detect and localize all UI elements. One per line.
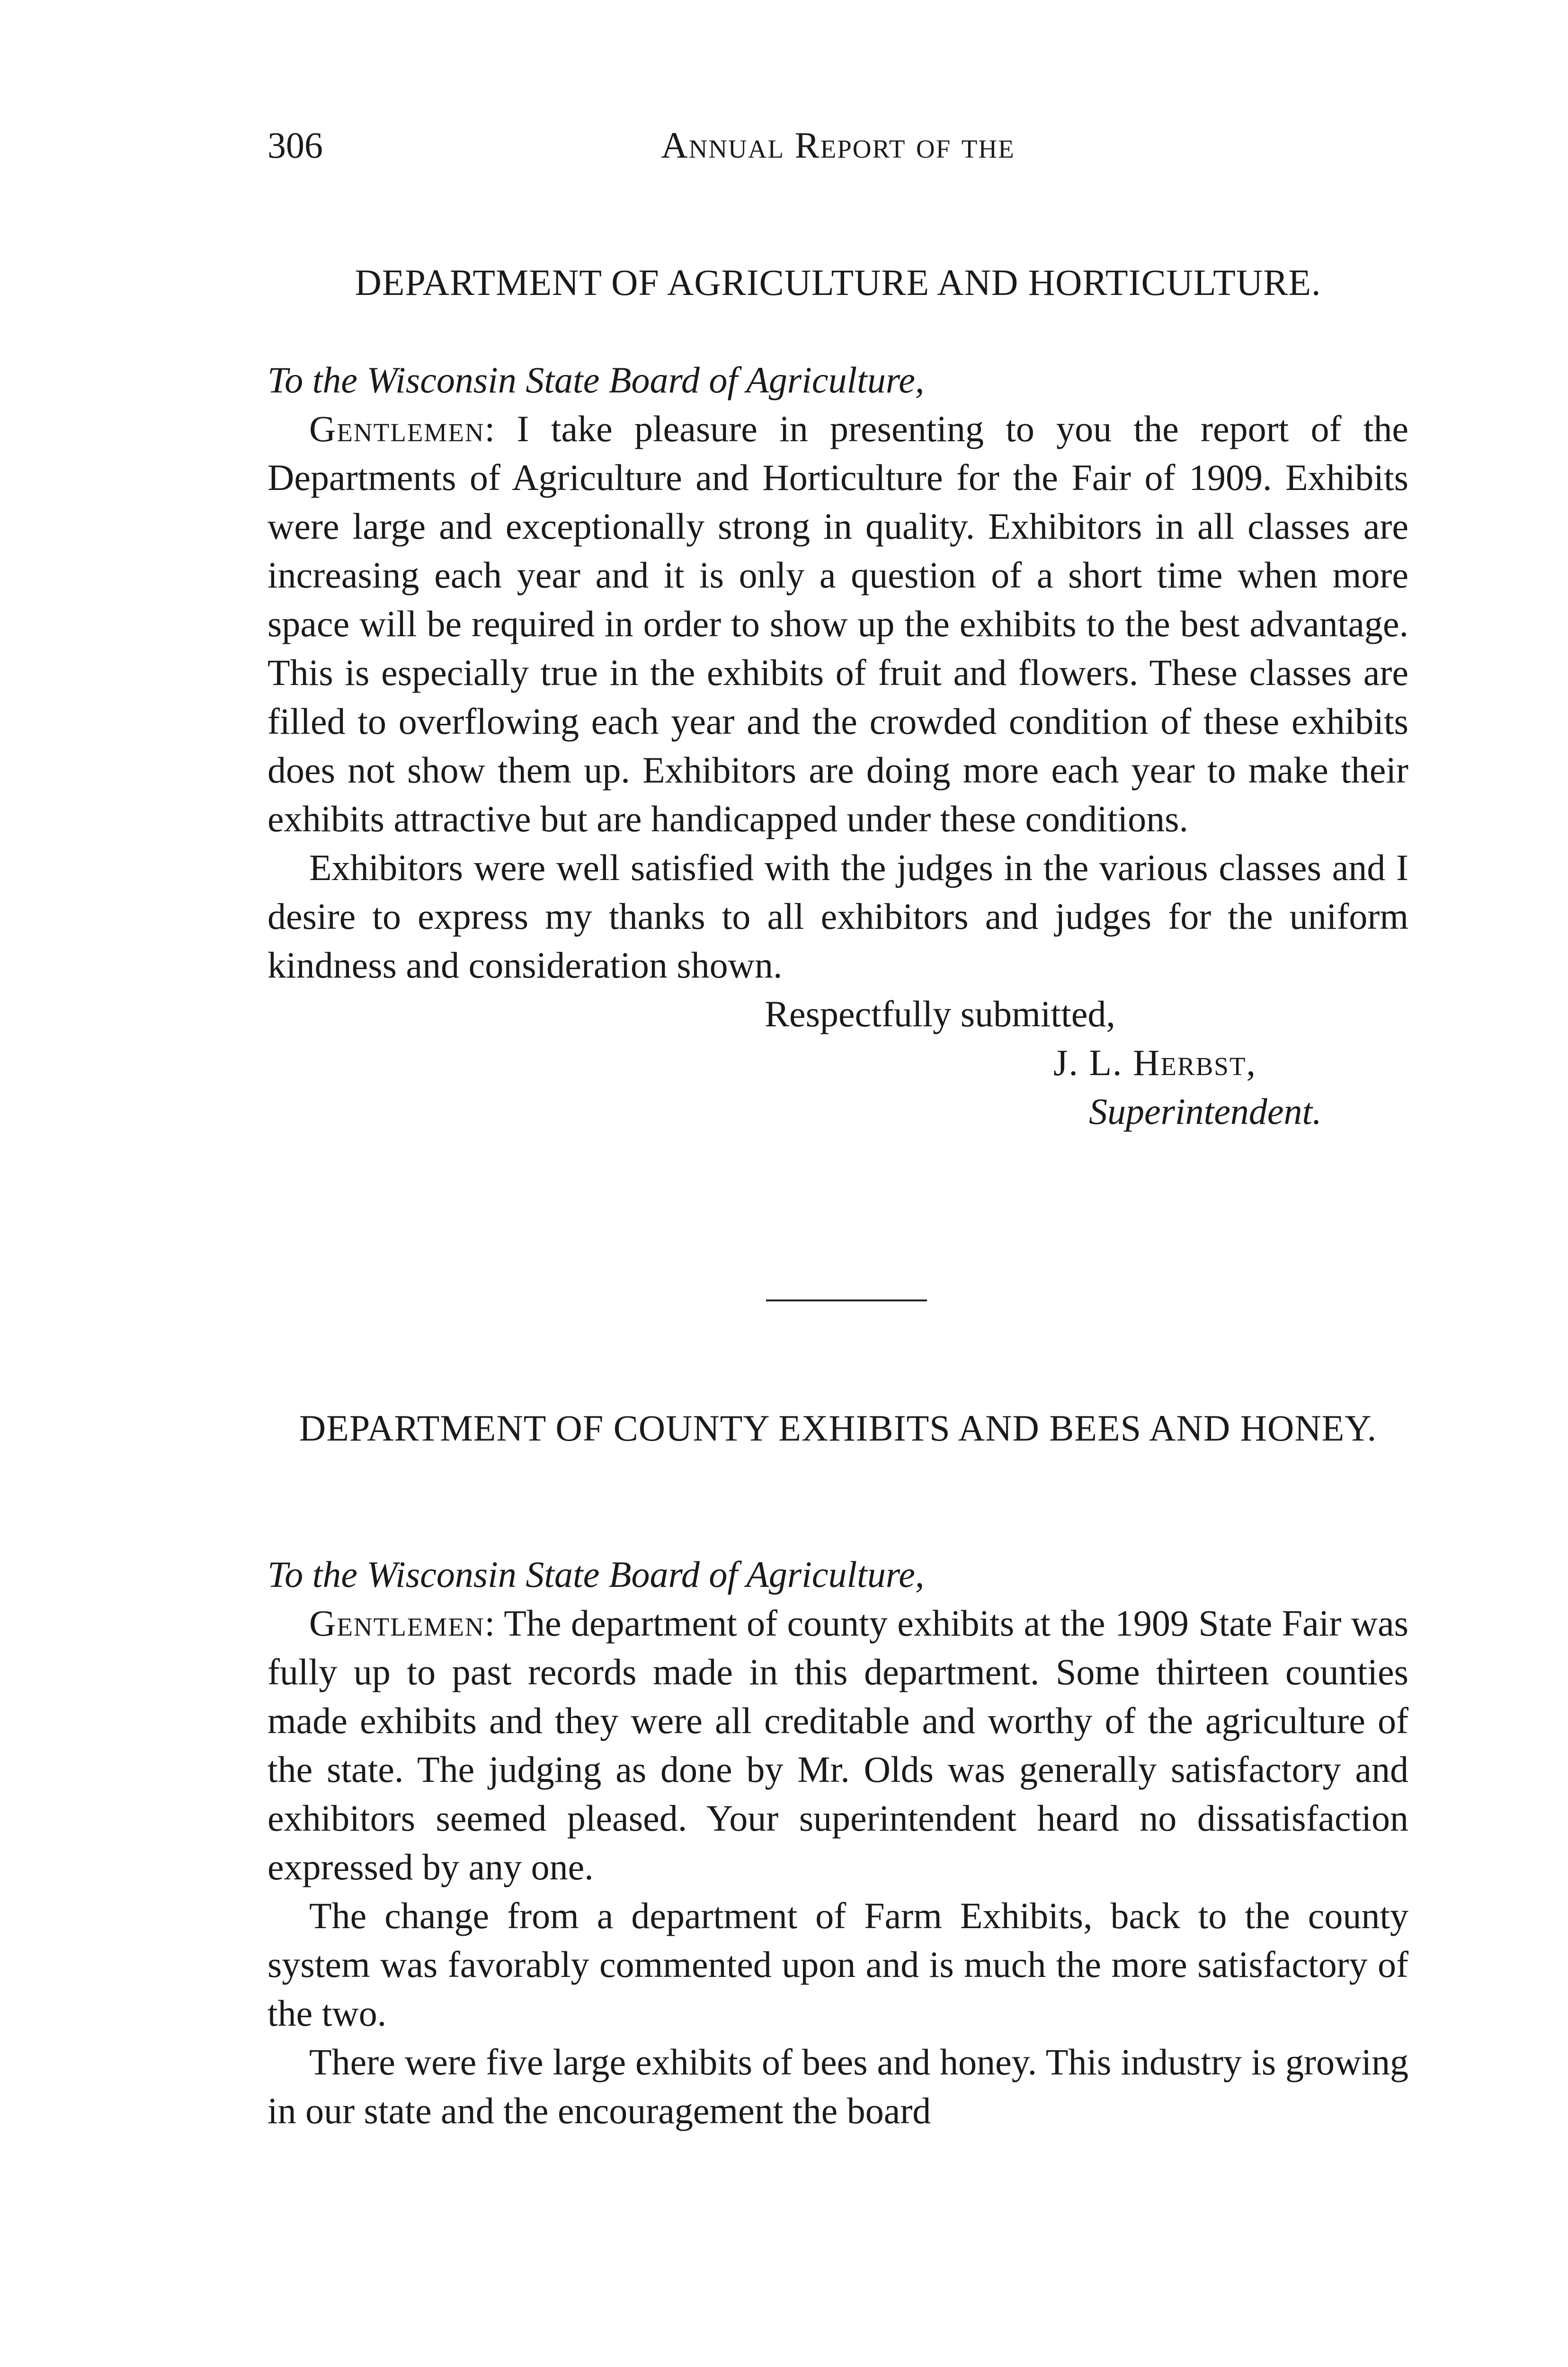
section-divider xyxy=(766,1299,927,1301)
section-heading: DEPARTMENT OF AGRICULTURE AND HORTICULTURE. xyxy=(355,262,1321,303)
body-paragraph: The change from a department of Farm Exhibits, back to the county system was favorably commented upon and is much the more satisfactory of the two. xyxy=(267,1895,1408,2034)
body-paragraph: There were five large exhibits of bees and honey. This industry is growing in our state and the encouragement the board xyxy=(267,2041,1408,2131)
body-paragraph xyxy=(267,404,1408,843)
running-head xyxy=(267,119,1408,171)
section-county-exhibits-bees-honey xyxy=(267,1404,1408,2135)
paragraph-text: : I take pleasure in presenting to you the report of the Departments of Agriculture and Horticulture for the Fair of 1909. Exhibits were large and exceptionally strong in quality. Exhibitors in all classes are increasing each year and it is only a question of a short time when more space will be required in order to show up the exhibits to the best advantage. This is especially true in the exhibits of fruit and flowers. These classes are filled to overflowing each year and the crowded condition of these exhibits does not show them up. Exhibitors are doing more each year to make their exhibits attractive but are handicapped under these conditions. xyxy=(267,408,1408,839)
closing-line: Respectfully submitted, xyxy=(765,993,1115,1034)
opening-word: Gentlemen xyxy=(309,1602,485,1644)
opening-word: Gentlemen xyxy=(309,408,485,449)
salutation: To the Wisconsin State Board of Agriculture, xyxy=(267,1554,925,1595)
running-title: Annual Report of the xyxy=(661,125,1015,166)
signature-block xyxy=(267,989,1408,1136)
section-heading: DEPARTMENT OF COUNTY EXHIBITS AND BEES AND HONEY. xyxy=(299,1407,1377,1449)
body-paragraph: Exhibitors were well satisfied with the judges in the various classes and I desire to express my thanks to all exhibitors and judges for the uniform kindness and consideration shown. xyxy=(267,847,1408,986)
signature-name-text: J. L. Herbst, xyxy=(1053,1042,1256,1083)
body-paragraph xyxy=(267,1599,1408,1891)
signature-title: Superintendent. xyxy=(1089,1091,1322,1132)
signature-name xyxy=(267,1038,1408,1087)
salutation: To the Wisconsin State Board of Agriculture, xyxy=(267,359,925,400)
page-number: 306 xyxy=(267,125,323,166)
section-agriculture-horticulture xyxy=(267,258,1408,1136)
paragraph-text: : The department of county exhibits at the 1909 State Fair was fully up to past records made in this department. Some thirteen counties made exhibits and they were all creditable and worthy of the agriculture of the state. The judging as done by Mr. Olds was generally satisfactory and exhibitors seemed pleased. Your superintendent heard no dissatisfaction expressed by any one. xyxy=(267,1602,1408,1887)
